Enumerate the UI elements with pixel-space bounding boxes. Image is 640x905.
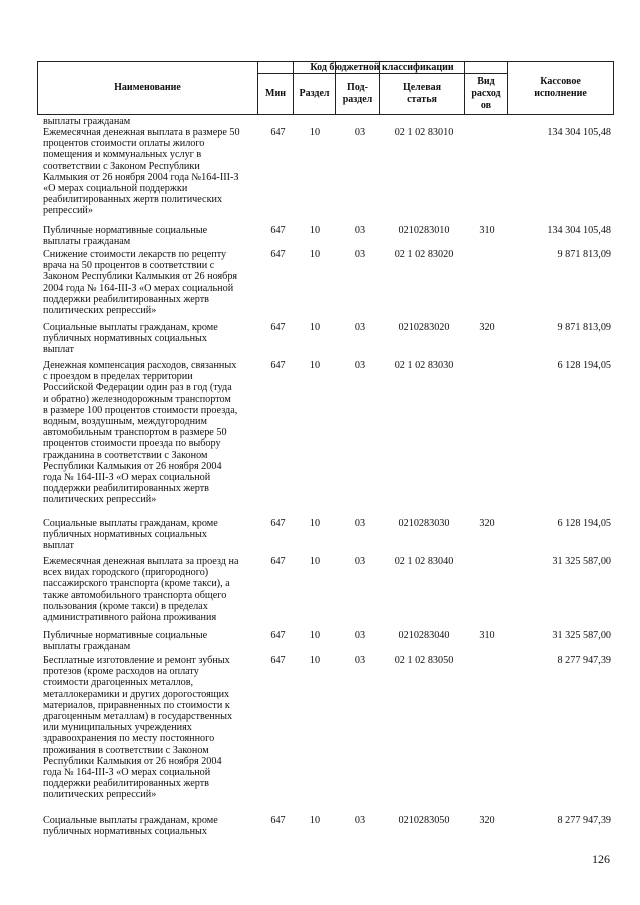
header-amount-1: Кассовое xyxy=(540,76,581,87)
header-min: Мин xyxy=(265,88,286,99)
row-name: Публичные нормативные социальные выплаты гражданам xyxy=(43,225,208,248)
header-cs-1: Целевая xyxy=(402,82,442,93)
header-vr xyxy=(465,74,507,114)
row-name: Социальные выплаты гражданам, кроме публичных нормативных социальных выплат xyxy=(43,322,218,356)
row-vr: 310 xyxy=(479,630,495,641)
row-amount: 8 277 947,39 xyxy=(557,655,611,666)
header-podrazdel xyxy=(336,74,379,114)
header-vr-3: ов xyxy=(480,100,492,111)
header-amount-2: исполнение xyxy=(534,88,587,99)
row-name: Публичные нормативные социальные выплаты гражданам xyxy=(43,630,208,653)
row-razdel: 10 xyxy=(309,556,321,567)
row-cs: 0210283010 xyxy=(398,225,450,236)
row-cs: 0210283030 xyxy=(398,518,450,529)
header-amount xyxy=(508,62,613,114)
row-vr: 320 xyxy=(479,518,495,529)
row-cs: 0210283020 xyxy=(398,322,450,333)
row-razdel: 10 xyxy=(309,322,321,333)
row-podrazdel: 03 xyxy=(354,322,366,333)
row-vr: 320 xyxy=(479,815,495,826)
row-min: 647 xyxy=(270,249,286,260)
row-amount: 31 325 587,00 xyxy=(552,556,611,567)
row-min: 647 xyxy=(270,322,286,333)
row-min: 647 xyxy=(270,815,286,826)
row-razdel: 10 xyxy=(309,225,321,236)
row-name: Ежемесячная денежная выплата за проезд на всех видах городского (пригородного) пассажирского транспорта (кроме такси), а также автомобильного транспорта общего пользования (кроме такси) в пределах административного района проживания xyxy=(43,556,239,624)
row-podrazdel: 03 xyxy=(354,518,366,529)
row-razdel: 10 xyxy=(309,518,321,529)
row-podrazdel: 03 xyxy=(354,225,366,236)
table-header xyxy=(37,61,614,115)
row-podrazdel: 03 xyxy=(354,556,366,567)
row-amount: 8 277 947,39 xyxy=(557,815,611,826)
row-razdel: 10 xyxy=(309,630,321,641)
row-cs: 02 1 02 83040 xyxy=(394,556,454,567)
row-min: 647 xyxy=(270,556,286,567)
header-podrazdel-2: раздел xyxy=(342,94,373,105)
row-amount: 31 325 587,00 xyxy=(552,630,611,641)
row-cs: 02 1 02 83010 xyxy=(394,127,454,138)
row-min: 647 xyxy=(270,630,286,641)
row-razdel: 10 xyxy=(309,815,321,826)
row-vr: 310 xyxy=(479,225,495,236)
row-amount: 9 871 813,09 xyxy=(557,249,611,260)
header-classification: Код бюджетной классификации xyxy=(310,61,454,73)
row-cs: 0210283040 xyxy=(398,630,450,641)
row-vr: 320 xyxy=(479,322,495,333)
row-cs: 0210283050 xyxy=(398,815,450,826)
row-razdel: 10 xyxy=(309,655,321,666)
header-vr-2: расход xyxy=(471,88,501,99)
row-cs: 02 1 02 83030 xyxy=(394,360,454,371)
header-vr-1: Вид xyxy=(477,76,495,87)
row-razdel: 10 xyxy=(309,249,321,260)
row-podrazdel: 03 xyxy=(354,655,366,666)
row-name: выплаты гражданам xyxy=(43,116,131,127)
row-razdel: 10 xyxy=(309,360,321,371)
row-cs: 02 1 02 83020 xyxy=(394,249,454,260)
row-name: Снижение стоимости лекарств по рецепту врача на 50 процентов в соответствии с Законом Республики Калмыкия от 26 ноября 2004 года № 164-III-З «О мерах социальной поддержки реабилитированных жертв политических репрессий» xyxy=(43,249,238,317)
header-cs-2: статья xyxy=(407,94,437,105)
header-razdel: Раздел xyxy=(299,88,330,99)
row-amount: 134 304 105,48 xyxy=(547,127,611,138)
row-name: Ежемесячная денежная выплата в размере 50 процентов стоимости оплаты жилого помещения и коммунальных услуг в соответствии с Законом Республики Калмыкия от 26 ноября 2004 года №164-III-З «О мерах социальной поддержки реабилитированных жертв политических репрессий» xyxy=(43,127,240,217)
row-min: 647 xyxy=(270,127,286,138)
page-number: 126 xyxy=(592,852,610,866)
row-min: 647 xyxy=(270,655,286,666)
row-min: 647 xyxy=(270,225,286,236)
row-min: 647 xyxy=(270,360,286,371)
row-amount: 134 304 105,48 xyxy=(547,225,611,236)
row-name: Денежная компенсация расходов, связанных с проездом в пределах территории Российской Федерации один раз в год (туда и обратно) железнодорожным транспортом в размере 100 процентов стоимости проезда, водным, воздушным, междугородним автомобильным транспортом в размере 50 процентов стоимости проезда по выбору гражданина в соответствии с Законом Республики Калмыкия от 26 ноября 2004 года № 164-III-З «О мерах социальной поддержки реабилитированных жертв политических репрессий» xyxy=(43,360,238,506)
row-podrazdel: 03 xyxy=(354,815,366,826)
row-name: Бесплатные изготовление и ремонт зубных протезов (кроме расходов на оплату стоимости драгоценных металлов, металлокерамики и других дорогостоящих материалов, приравненных по стоимости к драгоценным металлам) в государственных или муниципальных учреждениях здравоохранения по месту постоянного проживания в соответствии с Законом Республики Калмыкия от 26 ноября 2004 года № 164-III-З «О мерах социальной поддержки реабилитированных жертв политических репрессий» xyxy=(43,655,233,801)
header-cs xyxy=(380,74,464,114)
row-podrazdel: 03 xyxy=(354,360,366,371)
row-cs: 02 1 02 83050 xyxy=(394,655,454,666)
row-amount: 6 128 194,05 xyxy=(557,518,611,529)
row-name: Социальные выплаты гражданам, кроме публичных нормативных социальных выплат xyxy=(43,518,218,552)
row-podrazdel: 03 xyxy=(354,630,366,641)
row-amount: 6 128 194,05 xyxy=(557,360,611,371)
header-name: Наименование xyxy=(114,82,181,93)
header-podrazdel-1: Под- xyxy=(347,82,368,93)
row-amount: 9 871 813,09 xyxy=(557,322,611,333)
row-min: 647 xyxy=(270,518,286,529)
row-podrazdel: 03 xyxy=(354,127,366,138)
row-name: Социальные выплаты гражданам, кроме публичных нормативных социальных xyxy=(43,815,218,838)
row-razdel: 10 xyxy=(309,127,321,138)
row-podrazdel: 03 xyxy=(354,249,366,260)
